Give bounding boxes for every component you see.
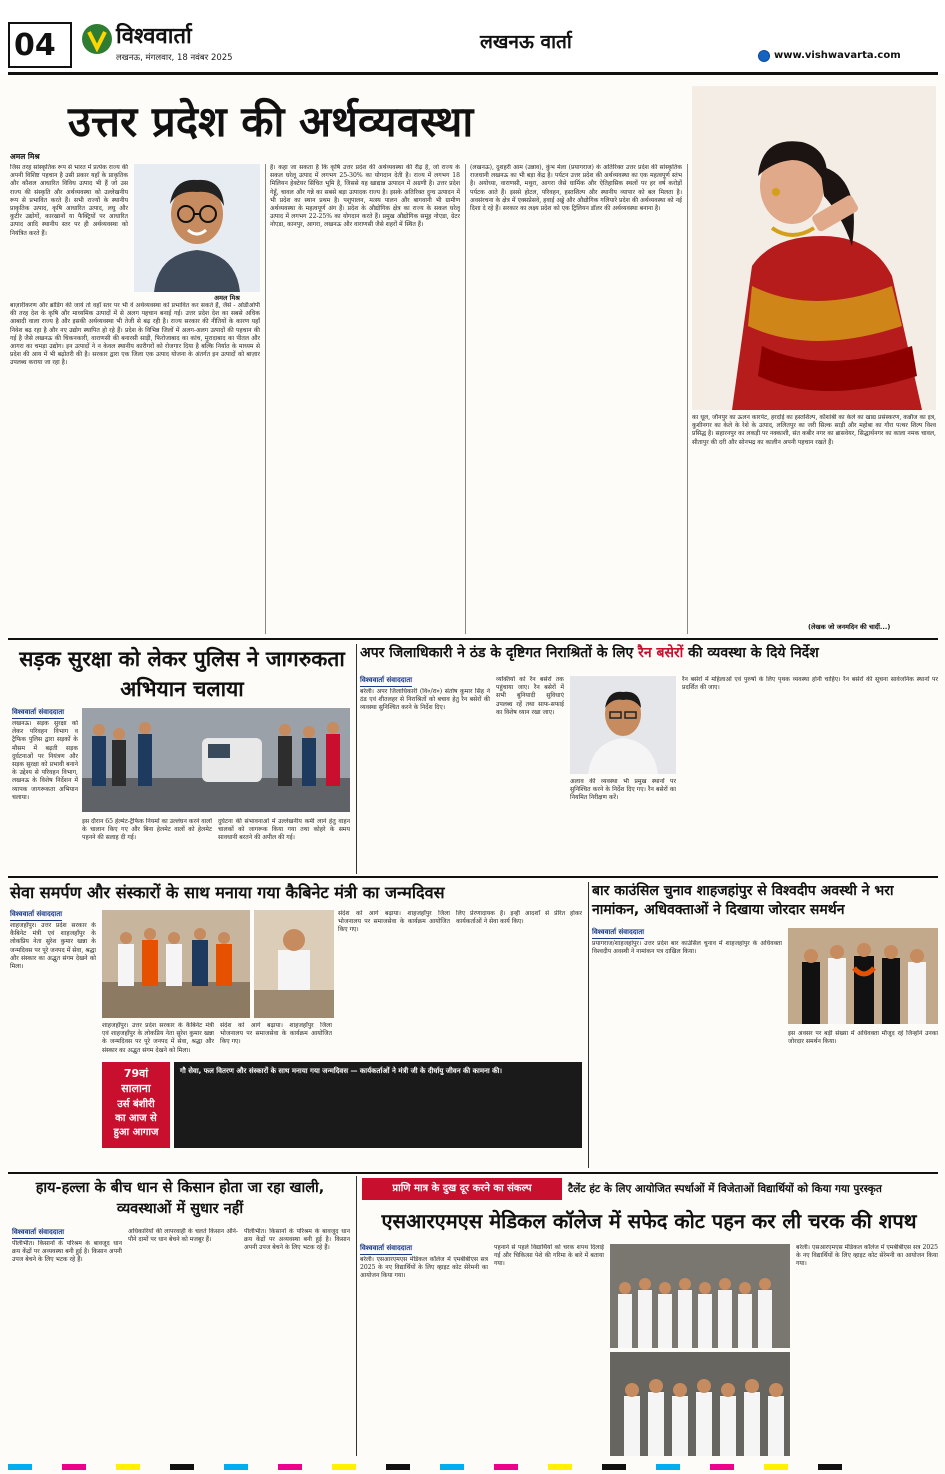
story-minister-text-1: शाहजहाँपुर। उत्तर प्रदेश सरकार के कैबिनेट मंत्री एवं शाहजहाँपुर के लोकप्रिय नेता सुरेश कुमार खन्ना के जन्मदिवस पर पूरे जनपद में सेवा, श्रद्धा और संस्कार का अद्भुत संगम देखने को मिला।	[10, 922, 96, 971]
logo-emblem-icon	[82, 24, 112, 54]
story-bar-text-1: प्रयागराज/शाहजहांपुर। उत्तर प्रदेश बार काउंसिल चुनाव में शाहजहांपुर के अधिवक्ता विश्वदीप अवस्थी ने नामांकन पत्र दाखिल किया।	[592, 940, 782, 956]
road-safety-photo	[82, 708, 350, 812]
story-medical	[360, 1204, 938, 1460]
story-bar-council	[592, 880, 938, 1170]
urs-badge-line-5: हुआ आगाज	[113, 1127, 159, 1138]
masthead-rule	[8, 72, 938, 75]
banner-talent-text: टैलेंट हंट के लिए आयोजित स्पर्धाओं में विजेताओं विद्यार्थियों को किया गया पुरस्कृत	[568, 1183, 882, 1195]
minister-banner-text: गौ सेवा, फल वितरण और संस्कारों के साथ मनाया गया जन्मदिवस — कार्यकर्ताओं ने मंत्री जी के दीर्घायु जीवन की कामना की।	[180, 1067, 502, 1075]
section-title: लखनऊ वार्ता	[480, 31, 572, 53]
story-night-shelter	[360, 642, 938, 876]
globe-icon	[758, 50, 770, 62]
medical-photo-1	[610, 1244, 790, 1348]
story-minister-text-2: संदेश को आगे बढ़ाया। शाहजहाँपुर जिला भोजनालय पर समाजसेवा के कार्यक्रम आयोजित किए गए।	[338, 910, 450, 934]
story-bar-headline: बार काउंसिल चुनाव शाहजहांपुर से विश्वदीप अवस्थी ने भरा नामांकन, अधिवक्ताओं ने दिखाया जोरदार समर्थन	[592, 883, 894, 918]
column-divider	[265, 164, 266, 634]
urs-badge-line-4: का आज से	[115, 1113, 157, 1124]
story-road-safety	[8, 642, 352, 876]
column-divider	[687, 164, 688, 634]
story-night-byline: विश्ववार्ता संवाददाता	[360, 676, 412, 687]
story-farmers-text-3: पीलीभीत। किसानों के परिश्रम के बावजूद धान क्रय केंद्रों पर अव्यवस्था बनी हुई है। किसान अपनी उपज बेचने के लिए भटक रहे हैं।	[244, 1228, 350, 1252]
story-night-headline-part-c: की व्यवस्था के दिये निर्देश	[688, 645, 819, 661]
feature-footnote: (लेखक जो जनमदिन की चादीं...)	[808, 623, 891, 631]
urs-badge-line-3: उर्स बंशीरी	[117, 1099, 155, 1110]
story-minister-col-mid: संदेश को आगे बढ़ाया। शाहजहाँपुर जिला भोजनालय पर समाजसेवा के कार्यक्रम आयोजित किए गए।	[220, 1022, 332, 1046]
feature-col-4: का धूल, जौनपुर का ऊलन कारपेट, हरदोई का हस्तशिल्प, कौशांबी का केले का खाद्य प्रसंस्करण, कन्नौज का इत्र, कुशीनगर का केले के रेशे के उत्पाद, ललितपुर का जरी सिल्क साड़ी और महोबा का गौरा पत्थर शिल्प विश्व प्रसिद्ध है। सहारनपुर का लकड़ी पर नक्काशी, संत कबीर नगर का ब्रासवेयर, सिद्धार्थनगर का काला नमक चावल, सीतापुर की दरी और सोनभद्र का कालीन अपनी पहचान रखते हैं।	[692, 414, 936, 446]
story-bar-byline: विश्ववार्ता संवाददाता	[592, 928, 644, 939]
feature-section	[8, 80, 938, 640]
story-minister-col-left: शाहजहाँपुर। उत्तर प्रदेश सरकार के कैबिनेट मंत्री एवं शाहजहाँपुर के लोकप्रिय नेता सुरेश कुमार खन्ना के जन्मदिवस पर पूरे जनपद में सेवा, श्रद्धा और संस्कार का अद्भुत संगम देखने को मिला।	[102, 1022, 214, 1054]
feature-intro: जिस तरह सांस्कृतिक रूप से भारत में प्रत्येक राज्य की अपनी विशिष्ट पहचान है उसी प्रकार यहाँ के प्राकृतिक और कौशल आधारित विविध उत्पाद भी हैं जो उस राज्य की संस्कृति और अर्थव्यवस्था को उल्लेखनीय रूप से प्रभावित करते हैं। सभी राज्यों के स्थानीय प्राकृतिक उत्पाद, कृषि आधारित उत्पाद, लघु और कुटीर उद्योगों, कारखानों या फैक्ट्रियों पर आधारित उत्पाद आदि स्थानीय स्तर पर ही अर्थव्यवस्था को नियंत्रित करते हैं।	[10, 164, 128, 237]
story-night-text-4: रैन बसेरों में महिलाओं एवं पुरुषों के लिए पृथक व्यवस्था होनी चाहिए। रैन बसेरों की सूचना सार्वजनिक स्थानों पर प्रदर्शित की जाए।	[682, 676, 938, 692]
column-divider	[588, 882, 589, 1168]
story-road-text-2: इस दौरान 65 हेल्मेट-ट्रैफिक नियमों का उल्लंघन करने वालों के चालान किए गए और बिना हेलमेट वालों को हेलमेट पहनने की सलाह दी गई।	[82, 818, 212, 842]
story-road-headline: सड़क सुरक्षा को लेकर पुलिस ने जागरुकता अभियान चलाया	[19, 647, 345, 701]
story-medical-text-2: पहनाने से पहले विद्यार्थियों को चरक शपथ दिलाई गई और चिकित्सा पेशे की गरिमा के बारे में बताया गया।	[494, 1244, 604, 1268]
story-minister-headline: सेवा समर्पण और संस्कारों के साथ मनाया गया कैबिनेट मंत्री का जन्मदिवस	[10, 883, 445, 902]
story-bar-text-2: इस अवसर पर बड़ी संख्या में अधिवक्ता मौजूद रहे जिन्होंने उनका जोरदार समर्थन किया।	[788, 1030, 938, 1046]
story-night-headline	[360, 644, 938, 662]
website-link[interactable]: www.vishwavarta.com	[774, 50, 901, 61]
feature-col-1: बाज़ारीकरण और ब्रांडिंग की जाये तो वहाँ स्तर पर भी वे अर्थव्यवस्था को प्रभावित कर सकते हैं, जैसे - ओडीओपी की तरह देश के कृषि और माध्यमिक उत्पादों में से अलग पहचान बनाई गई। उत्तर प्रदेश देश का सबसे अधिक आबादी वाला राज्य है और इसकी अर्थव्यवस्था भी तेजी से बढ़ रही है। राज्य सरकार की नीतियों के कारण यहाँ निवेश बढ़ रहा है और नए उद्योग स्थापित हो रहे हैं। प्रदेश के विभिन्न जिलों में अलग-अलग उत्पादों की पहचान की गई है जैसे लखनऊ की चिकनकारी, वाराणसी की बनारसी साड़ी, फिरोजाबाद का कांच, मुरादाबाद का पीतल और आगरा का चमड़ा उद्योग। इन उत्पादों ने न केवल स्थानीय कारीगरों को रोजगार दिया है बल्कि निर्यात के माध्यम से प्रदेश की आय में भी बढ़ोतरी की है। सरकार द्वारा एक जिला एक उत्पाद योजना के अंतर्गत इन उत्पादों को बाज़ार उपलब्ध कराया जा रहा है।	[10, 302, 260, 367]
urs-badge-line-2: सालाना	[121, 1082, 151, 1095]
story-farmers-text-1: पीलीभीत। किसानों के परिश्रम के बावजूद धान क्रय केंद्रों पर अव्यवस्था बनी हुई है। किसान अपनी उपज बेचने के लिए भटक रहे हैं।	[12, 1240, 122, 1264]
story-minister-byline: विश्ववार्ता संवाददाता	[10, 910, 62, 921]
minister-photo-left	[102, 910, 250, 1018]
feature-headline: उत्तर प्रदेश की अर्थव्यवस्था	[68, 97, 474, 146]
urs-badge-line-1: 79वां	[123, 1067, 149, 1080]
officer-photo	[570, 676, 676, 774]
page-number: 04	[14, 28, 56, 63]
story-farmers-byline: विश्ववार्ता संवाददाता	[12, 1228, 64, 1239]
story-road-text-1: लखनऊ। सड़क सुरक्षा को लेकर परिवहन विभाग व ट्रैफिक पुलिस द्वारा सड़कों के मौसम में बढ़ती सड़क दुर्घटनाओं पर नियंत्रण और सड़क सुरक्षा को प्रभावी बनाने के उद्देश्य से परिवहन विभाग, लखनऊ के विशेष निर्देशन में व्यापक जागरूकता अभियान चलाया।	[12, 720, 78, 801]
story-minister-text-3: लिए प्रेरणादायक है। इन्हीं आदर्शों से प्रेरित होकर कार्यकर्ताओं ने सेवा कार्य किए।	[456, 910, 582, 926]
story-night-text-1: बरेली। अपर जिलाधिकारी (वि०/रा०) संतोष कुमार सिंह ने ठंड एवं शीतलहर से निराश्रितों को बचाव हेतु रैन बसेरों की व्यवस्था सुनिश्चित करने के निर्देश दिए।	[360, 688, 490, 712]
author-photo	[134, 164, 260, 292]
story-farmers-headline: हाय-हल्ला के बीच धान से किसान होता जा रहा खाली, व्यवस्थाओं में सुधार नहीं	[35, 1180, 325, 1217]
medical-photo-2	[610, 1352, 790, 1456]
author-photo-caption: अमल मिश्र	[214, 294, 240, 302]
column-divider	[356, 1176, 357, 1456]
story-minister	[8, 880, 584, 1170]
banner-red-text: प्राणि मात्र के दुख दूर करने का संकल्प	[392, 1183, 532, 1194]
print-color-bar	[8, 1464, 938, 1470]
column-divider	[465, 164, 466, 634]
story-night-text-3: अलाव की व्यवस्था भी प्रमुख स्थानों पर सुनिश्चित करने के निर्देश दिए गए। रैन बसेरों का नियमित निरीक्षण करें।	[570, 778, 676, 802]
feature-col-2: है। कहा जा सकता है कि कृषि उत्तर प्रदेश की अर्थव्यवस्था की रीढ़ है, जो राज्य के सकल घरेलू उत्पाद में लगभग 25-30% का योगदान देती है। राज्य में लगभग 18 मिलियन हेक्टेयर सिंचित भूमि है, जिससे यह खाद्यान्न उत्पादन में अग्रणी है। उत्तर प्रदेश गेहूँ, चावल और गन्ने का सबसे बड़ा उत्पादक राज्य है। इसके अतिरिक्त दुग्ध उत्पादन में भी प्रदेश का स्थान प्रथम है। पशुपालन, मत्स्य पालन और बागवानी भी ग्रामीण अर्थव्यवस्था के महत्वपूर्ण अंग हैं। प्रदेश के औद्योगिक क्षेत्र का राज्य के सकल घरेलू उत्पाद में लगभग 22-25% का योगदान करते हैं। प्रमुख औद्योगिक समूह नोएडा, ग्रेटर नोएडा, कानपुर, आगरा, लखनऊ और वाराणसी जैसे शहरों में स्थित हैं।	[270, 164, 460, 229]
masthead-dateline: लखनऊ, मंगलवार, 18 नवंबर 2025	[116, 53, 233, 63]
section-rule	[8, 876, 938, 878]
model-photo	[692, 86, 936, 410]
story-night-headline-highlight: रैन बसेरों	[638, 645, 684, 661]
story-medical-text-3: बरेली। एसआरएमएस मेडिकल कॉलेज में एमबीबीएस सत्र 2025 के नए विद्यार्थियों के लिए व्हाइट कोट सेरेमनी का आयोजन किया गया।	[796, 1244, 938, 1268]
banner-red	[362, 1178, 562, 1200]
story-medical-headline: एसआरएमएस मेडिकल कॉलेज में सफेद कोट पहन कर ली चरक की शपथ	[381, 1209, 917, 1233]
story-night-headline-part-a: अपर जिलाधिकारी ने ठंड के दृष्टिगत निराश्रितों के लिए	[360, 645, 634, 661]
section-rule	[8, 1172, 938, 1174]
masthead	[0, 0, 945, 74]
story-night-text-2: व्यक्तियों को रैन बसेरों तक पहुंचाया जाए। रैन बसेरों में सभी बुनियादी सुविधाएं उपलब्ध रहें तथा साफ-सफाई का विशेष ध्यान रखा जाए।	[496, 676, 564, 716]
minister-photo-center	[254, 910, 334, 1018]
urs-badge	[102, 1062, 170, 1148]
paper-name: विश्ववार्ता	[116, 24, 192, 49]
story-farmers	[8, 1176, 352, 1458]
column-divider	[356, 644, 357, 874]
bar-council-photo	[788, 928, 938, 1024]
minister-banner	[174, 1062, 582, 1148]
story-road-text-3: दुर्घटना की संभावनाओं में उल्लेखनीय कमी लाने हेतु वाहन चालकों को जागरूक किया गया तथा कोहरे के समय सावधानी बरतने की अपील की गई।	[218, 818, 350, 842]
story-medical-text-1: बरेली। एसआरएमएस मेडिकल कॉलेज में एमबीबीएस सत्र 2025 के नए विद्यार्थियों के लिए व्हाइट कोट सेरेमनी का आयोजन किया गया।	[360, 1256, 488, 1280]
author-byline: अमल मिश्र	[10, 152, 40, 161]
section-rule	[8, 638, 938, 640]
story-road-byline: विश्ववार्ता संवाददाता	[12, 708, 64, 719]
feature-col-3: (लखनऊ), दुशहरी आम (उन्नाव), कुंभ मेला (प्रयागराज) के अतिरिक्त उत्तर प्रदेश की सांस्कृतिक राजधानी लखनऊ का भी बड़ा केंद्र है। पर्यटन उत्तर प्रदेश की अर्थव्यवस्था का एक महत्वपूर्ण स्तंभ है। अयोध्या, वाराणसी, मथुरा, आगरा जैसे धार्मिक और ऐतिहासिक स्थलों पर हर वर्ष करोड़ों पर्यटक आते हैं। इससे होटल, परिवहन, हस्तशिल्प और स्थानीय व्यापार को बल मिलता है। अवसंरचना के क्षेत्र में एक्सप्रेसवे, हवाई अड्डे और औद्योगिक गलियारे प्रदेश की अर्थव्यवस्था को नई दिशा दे रहे हैं। सरकार का लक्ष्य प्रदेश को एक ट्रिलियन डॉलर की अर्थव्यवस्था बनाना है।	[470, 164, 682, 213]
story-farmers-text-2: अधिकारियों की लापरवाही के चलते किसान औने-पौने दामों पर धान बेचने को मजबूर हैं।	[128, 1228, 238, 1244]
story-medical-byline: विश्ववार्ता संवाददाता	[360, 1244, 412, 1255]
